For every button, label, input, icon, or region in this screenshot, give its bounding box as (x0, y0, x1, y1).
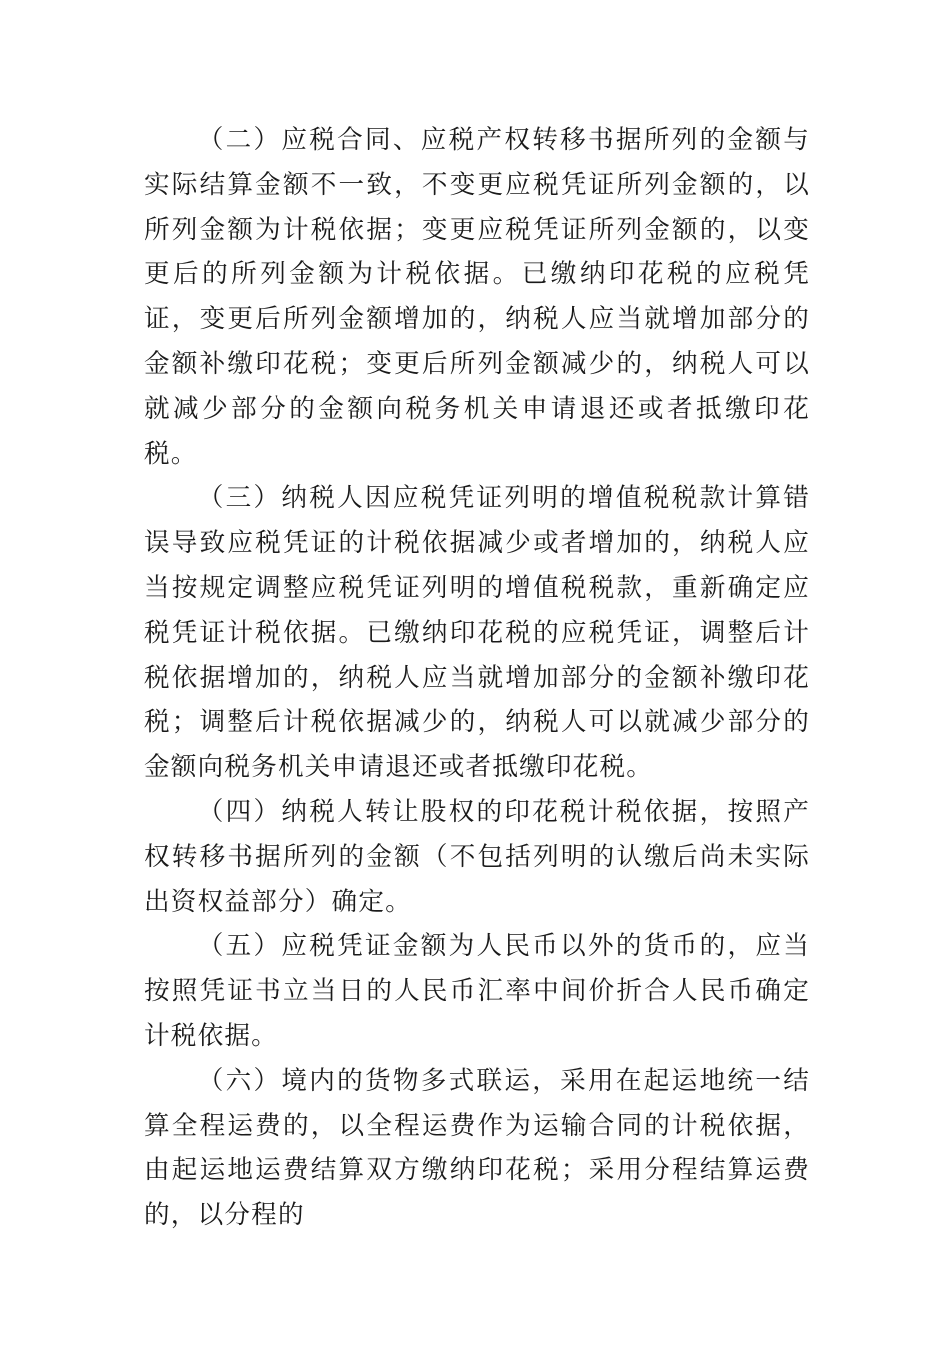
paragraph-item-4: （四）纳税人转让股权的印花税计税依据，按照产权转移书据所列的金额（不包括列明的认缴后尚未实际出资权益部分）确定。 (144, 796, 810, 917)
paragraph-item-2: （二）应税合同、应税产权转移书据所列的金额与实际结算金额不一致，不变更应税凭证所列金额的，以所列金额为计税依据；变更应税凭证所列金额的，以变更后的所列金额为计税依据。已缴纳印花税的应税凭证，变更后所列金额增加的，纳税人应当就增加部分的金额补缴印花税；变更后所列金额减少的，纳税人可以就减少部分的金额向税务机关申请退还或者抵缴印花税。 (144, 125, 810, 469)
paragraph-item-6: （六）境内的货物多式联运，采用在起运地统一结算全程运费的，以全程运费作为运输合同的计税依据，由起运地运费结算双方缴纳印花税；采用分程结算运费的，以分程的 (144, 1065, 810, 1231)
paragraph-item-5: （五）应税凭证金额为人民币以外的货币的，应当按照凭证书立当日的人民币汇率中间价折合人民币确定计税依据。 (144, 931, 810, 1051)
document-body (144, 118, 810, 1238)
paragraph-item-3: （三）纳税人因应税凭证列明的增值税税款计算错误导致应税凭证的计税依据减少或者增加的，纳税人应当按规定调整应税凭证列明的增值税税款，重新确定应税凭证计税依据。已缴纳印花税的应税凭证，调整后计税依据增加的，纳税人应当就增加部分的金额补缴印花税；调整后计税依据减少的，纳税人可以就减少部分的金额向税务机关申请退还或者抵缴印花税。 (144, 483, 810, 783)
